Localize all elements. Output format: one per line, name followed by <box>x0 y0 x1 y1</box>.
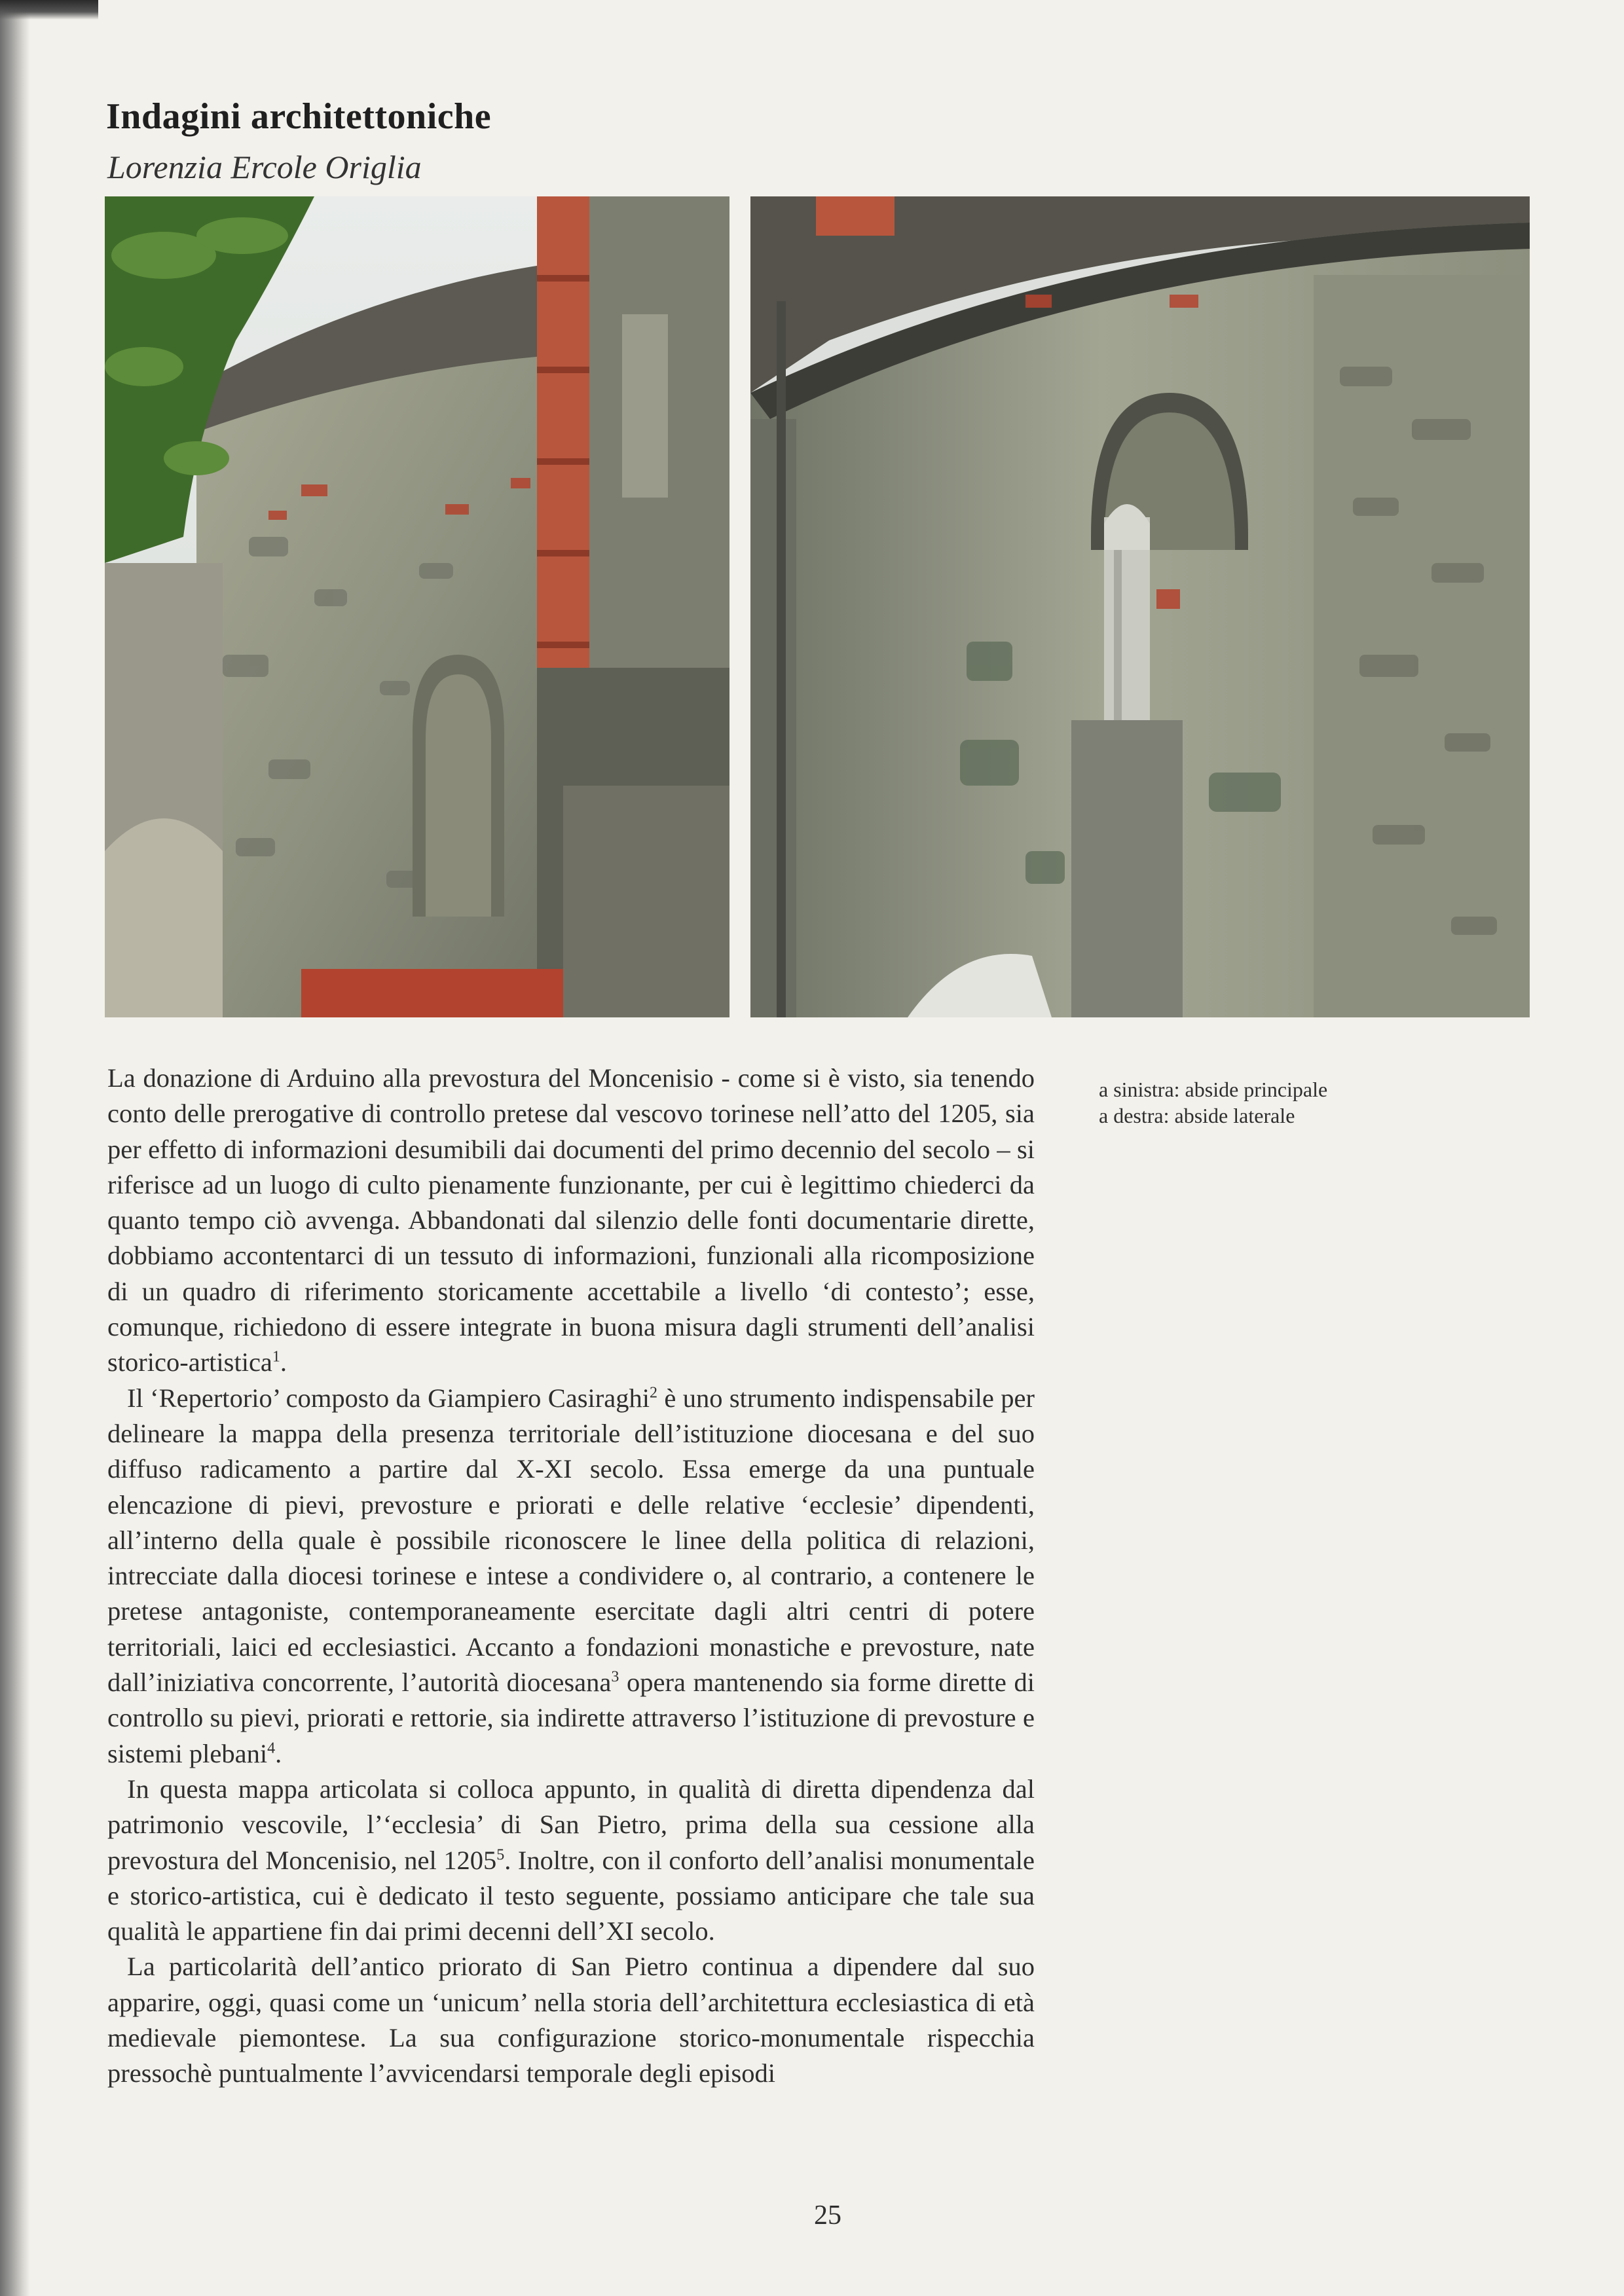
article-body <box>107 1061 1035 2092</box>
chapter-author: Lorenzia Ercole Origlia <box>107 149 422 185</box>
footnote-ref-2: 2 <box>649 1384 657 1402</box>
apse-photo-main-icon <box>105 196 729 1017</box>
photo-main-apse <box>105 196 729 1017</box>
caption-left: a sinistra: abside principale <box>1099 1078 1328 1101</box>
footnote-ref-4: 4 <box>267 1740 276 1757</box>
chapter-title: Indagini architettoniche <box>106 96 492 137</box>
page-number: 25 <box>814 2200 841 2231</box>
paragraph-3: In questa mappa articolata si colloca appunto, in qualità di diretta dipendenza dal patrimonio vescovile, l’‘ecclesia’ di San Pietro, prima della sua cessione alla prevostura del Moncenisio, nel 1205$^5$. Inoltre, con il conforto dell’analisi monumentale e storico-artistica, cui è dedicato il testo seguente, possiamo anticipare che tale sua qualità le appartiene fin dai primi decenni dell’XI secolo. <box>107 1774 1035 1946</box>
footnote-ref-1: 1 <box>272 1348 280 1366</box>
apse-photo-side-icon <box>750 196 1530 1017</box>
paragraph-1: La donazione di Arduino alla prevostura del Moncenisio - come si è visto, sia tenendo conto delle prerogative di controllo pretese dal vescovo torinese nell’atto del 1205, sia per effetto di informazioni desumibili dai documenti del primo decennio del secolo – si riferisce ad un luogo di culto pienamente funzionante, per cui è legittimo chiederci da quanto tempo ciò avvenga. Abbandonati dal silenzio delle fonti documentarie dirette, dobbiamo accontentarci di un tessuto di informazioni, funzionali alla ricomposizione di un quadro di riferimento storicamente accettabile a livello ‘di contesto’; esse, comunque, richiedono di essere integrate in buona misura dagli strumenti dell’analisi storico-artistica$^1$. <box>107 1063 1035 1377</box>
photo-side-apse <box>750 196 1530 1017</box>
caption-right: a destra: abside laterale <box>1099 1104 1295 1127</box>
footnote-ref-5: 5 <box>496 1846 505 1864</box>
footnote-ref-3: 3 <box>611 1668 619 1686</box>
photo-caption <box>1099 1076 1466 1129</box>
paragraph-2: Il ‘Repertorio’ composto da Giampiero Casiraghi$^2$ è uno strumento indispensabile per delineare la mappa della presenza territoriale dell’istituzione diocesana e del suo diffuso radicamento a partire dal X-XI secolo. Essa emerge da una puntuale elencazione di pievi, prevosture e priorati e delle relative ‘ecclesie’ dipendenti, all’interno della quale è possibile riconoscere le linee della politica di relazioni, intrecciate dalla diocesi torinese e intese a condividere o, al contrario, a contenere le pretese antagoniste, contemporaneamente esercitate dagli altri centri di potere territoriali, laici ed ecclesiastici. Accanto a fondazioni monastiche e prevosture, nate dall’iniziativa concorrente, l’autorità diocesana$^3$ opera mantenendo sia forme dirette di controllo su pievi, priorati e rettorie, sia indirette attraverso l’istituzione di prevosture e sistemi plebani$^4$. <box>107 1383 1035 1768</box>
paragraph-4: La particolarità dell’antico priorato di San Pietro continua a dipendere dal suo apparire, oggi, quasi come un ‘unicum’ nella storia dell’architettura ecclesiastica di età medievale piemontese. La sua configurazione storico-monumentale rispecchia pressochè puntualmente l’avvicendarsi temporale degli episodi <box>107 1952 1035 2088</box>
scan-edge <box>0 0 98 20</box>
book-spine-shadow <box>0 0 30 2296</box>
